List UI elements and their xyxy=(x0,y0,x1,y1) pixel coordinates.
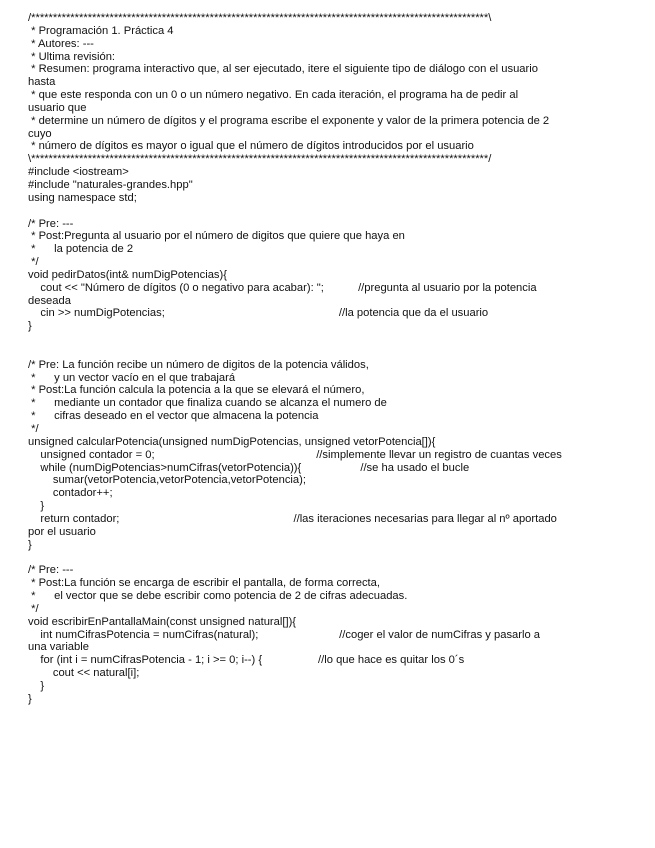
code-line: * y un vector vacío en el que trabajará xyxy=(28,371,236,384)
code-line: contador++; xyxy=(28,487,113,500)
code-line: cout << "Número de dígitos (0 o negativo para acabar): "; //pregunta al usuario por la potencia xyxy=(28,281,537,294)
code-line: por el usuario xyxy=(28,525,96,538)
code-line: deseada xyxy=(28,294,71,307)
code-line: hasta xyxy=(28,76,56,89)
code-line: /*********************************************************************************************************\ xyxy=(28,12,492,24)
code-line: /* Pre: --- xyxy=(28,217,74,230)
code-line: * Post:Pregunta al usuario por el número de digitos que quiere que haya en xyxy=(28,230,405,243)
code-line: \*********************************************************************************************************/ xyxy=(28,153,492,166)
code-line: cout << natural[i]; xyxy=(28,667,140,680)
code-line: for (int i = numCifrasPotencia - 1; i >= 0; i--) { //lo que hace es quitar los 0´s xyxy=(28,654,465,667)
code-line: usuario que xyxy=(28,101,87,114)
code-line: void pedirDatos(int& numDigPotencias){ xyxy=(28,268,227,281)
code-line: cuyo xyxy=(28,127,52,140)
code-line: } xyxy=(28,500,45,513)
code-line: */ xyxy=(28,602,39,615)
code-line: * determine un número de dígitos y el programa escribe el exponente y valor de la primera potencia de 2 xyxy=(28,114,550,127)
code-line: * que este responda con un 0 o un número negativo. En cada iteración, el programa ha de pedir al xyxy=(28,89,519,102)
code-line: cin >> numDigPotencias; //la potencia que da el usuario xyxy=(28,307,489,320)
code-line: * número de dígitos es mayor o igual que el número de dígitos introducidos por el usuario xyxy=(28,140,474,153)
code-line: * cifras deseado en el vector que almacena la potencia xyxy=(28,410,319,423)
code-line: * Autores: --- xyxy=(28,37,94,50)
code-line: * Post:La función se encarga de escribir el pantalla, de forma correcta, xyxy=(28,577,380,590)
code-line: #include <iostream> xyxy=(28,166,129,179)
blank-line xyxy=(28,333,638,359)
code-line: return contador; //las iteraciones necesarias para llegar al nº aportado xyxy=(28,512,557,525)
code-line: } xyxy=(28,538,32,551)
code-line: * Post:La función calcula la potencia a la que se elevará el número, xyxy=(28,384,365,397)
source-code-document xyxy=(28,12,638,706)
code-line: using namespace std; xyxy=(28,191,137,204)
code-line: } xyxy=(28,320,32,333)
code-line: int numCifrasPotencia = numCifras(natural); //coger el valor de numCifras y pasarlo a xyxy=(28,628,541,641)
code-line: #include "naturales-grandes.hpp" xyxy=(28,178,193,191)
code-line: while (numDigPotencias>numCifras(vetorPotencia)){ //se ha usado el bucle xyxy=(28,461,470,474)
code-line: /* Pre: --- xyxy=(28,564,74,577)
code-line: * mediante un contador que finaliza cuando se alcanza el numero de xyxy=(28,397,387,410)
code-line: } xyxy=(28,692,32,705)
code-line: sumar(vetorPotencia,vetorPotencia,vetorPotencia); xyxy=(28,474,306,487)
code-line: * el vector que se debe escribir como potencia de 2 de cifras adecuadas. xyxy=(28,589,408,602)
code-line: unsigned contador = 0; //simplemente llevar un registro de cuantas veces xyxy=(28,448,562,461)
code-line: * la potencia de 2 xyxy=(28,243,134,256)
blank-line xyxy=(28,551,638,564)
code-line: */ xyxy=(28,423,39,435)
code-line: * Ultima revisión: xyxy=(28,50,116,63)
code-line: * Programación 1. Práctica 4 xyxy=(28,24,174,37)
code-line: /* Pre: La función recibe un número de digitos de la potencia válidos, xyxy=(28,358,369,371)
blank-line xyxy=(28,205,638,218)
code-line: void escribirEnPantallaMain(const unsigned natural[]){ xyxy=(28,615,297,628)
code-line: */ xyxy=(28,256,39,269)
code-line: * Resumen: programa interactivo que, al ser ejecutado, itere el siguiente tipo de diálogo con el usuario xyxy=(28,63,538,76)
code-line: una variable xyxy=(28,641,89,654)
code-line: } xyxy=(28,679,45,692)
code-line: unsigned calcularPotencia(unsigned numDigPotencias, unsigned vetorPotencia[]){ xyxy=(28,435,436,448)
